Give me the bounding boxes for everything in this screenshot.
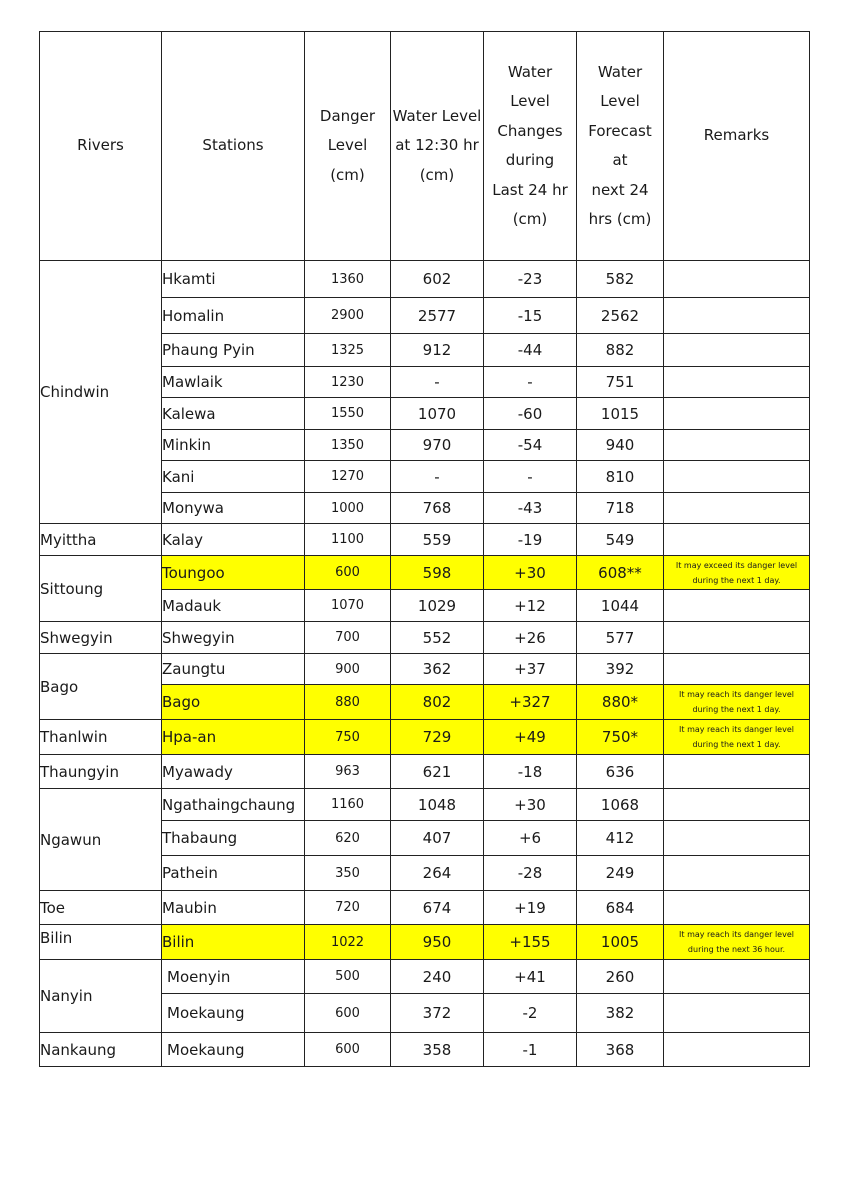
forecast: 249 <box>577 856 664 891</box>
level-change: +327 <box>484 685 577 720</box>
level-change: +49 <box>484 720 577 755</box>
water-level: 621 <box>391 755 484 789</box>
remark <box>664 821 810 856</box>
water-level: 950 <box>391 925 484 960</box>
remark-line: during the next 36 hour. <box>687 945 786 954</box>
water-level: 802 <box>391 685 484 720</box>
water-level: 559 <box>391 524 484 556</box>
level-change: -23 <box>484 261 577 298</box>
remark <box>664 298 810 334</box>
station-name: Mawlaik <box>162 367 305 398</box>
table-row <box>40 524 810 556</box>
table-row-highlighted <box>40 925 810 960</box>
danger-level: 1022 <box>305 925 391 960</box>
level-change: +19 <box>484 891 577 925</box>
danger-level: 700 <box>305 622 391 654</box>
forecast: 718 <box>577 493 664 524</box>
danger-level: 750 <box>305 720 391 755</box>
remark <box>664 891 810 925</box>
danger-level: 1000 <box>305 493 391 524</box>
river-chindwin: Chindwin <box>40 261 162 524</box>
river-thanlwin: Thanlwin <box>40 720 162 755</box>
forecast: 750* <box>577 720 664 755</box>
station-name: Phaung Pyin <box>162 334 305 367</box>
water-level: 552 <box>391 622 484 654</box>
danger-level: 900 <box>305 654 391 685</box>
level-change: +26 <box>484 622 577 654</box>
water-level: 674 <box>391 891 484 925</box>
remark-line: It may reach its danger level <box>679 725 794 734</box>
station-name: Minkin <box>162 430 305 461</box>
station-name: Toungoo <box>162 556 305 590</box>
water-level: 970 <box>391 430 484 461</box>
station-name: Kalewa <box>162 398 305 430</box>
remark-line: during the next 1 day. <box>692 705 781 714</box>
forecast: 880* <box>577 685 664 720</box>
danger-level: 1325 <box>305 334 391 367</box>
remark-line: during the next 1 day. <box>692 575 781 585</box>
remark <box>664 430 810 461</box>
level-change: -19 <box>484 524 577 556</box>
level-change: +155 <box>484 925 577 960</box>
forecast: 1068 <box>577 789 664 821</box>
danger-level: 620 <box>305 821 391 856</box>
remark-line: It may reach its danger level <box>679 690 794 699</box>
forecast: 1005 <box>577 925 664 960</box>
level-change: -18 <box>484 755 577 789</box>
remark <box>664 556 810 590</box>
forecast: 2562 <box>577 298 664 334</box>
danger-level: 1350 <box>305 430 391 461</box>
remark <box>664 493 810 524</box>
level-change: -60 <box>484 398 577 430</box>
remark <box>664 654 810 685</box>
danger-level: 1160 <box>305 789 391 821</box>
station-name: Moekaung <box>162 1033 305 1067</box>
danger-level: 1550 <box>305 398 391 430</box>
remark <box>664 925 810 960</box>
station-name: Zaungtu <box>162 654 305 685</box>
water-level: 912 <box>391 334 484 367</box>
water-level: 2577 <box>391 298 484 334</box>
river-nankaung: Nankaung <box>40 1033 162 1067</box>
forecast: 1015 <box>577 398 664 430</box>
forecast: 608** <box>577 556 664 590</box>
station-name: Moenyin <box>162 960 305 994</box>
water-level: 1029 <box>391 590 484 622</box>
table-row <box>40 891 810 925</box>
table-row <box>40 261 810 298</box>
remark <box>664 789 810 821</box>
water-level: 264 <box>391 856 484 891</box>
water-level: 1048 <box>391 789 484 821</box>
station-name: Monywa <box>162 493 305 524</box>
table-row-highlighted <box>40 720 810 755</box>
level-change: +6 <box>484 821 577 856</box>
water-level: 372 <box>391 994 484 1033</box>
level-change: +30 <box>484 789 577 821</box>
station-name: Kani <box>162 461 305 493</box>
forecast: 412 <box>577 821 664 856</box>
river-sittoung: Sittoung <box>40 556 162 622</box>
remark-line: It may exceed its danger level <box>675 560 798 570</box>
remark-line: during the next 1 day. <box>692 740 781 749</box>
danger-level: 1100 <box>305 524 391 556</box>
station-name: Thabaung <box>162 821 305 856</box>
remark <box>664 622 810 654</box>
header-rivers: Rivers <box>40 32 162 261</box>
remark <box>664 398 810 430</box>
table-row-highlighted <box>40 556 810 590</box>
table-row <box>40 622 810 654</box>
remark <box>664 334 810 367</box>
forecast: 582 <box>577 261 664 298</box>
forecast: 751 <box>577 367 664 398</box>
table-row <box>40 654 810 685</box>
remark <box>664 590 810 622</box>
station-name: Pathein <box>162 856 305 891</box>
forecast: 810 <box>577 461 664 493</box>
remark <box>664 856 810 891</box>
forecast: 549 <box>577 524 664 556</box>
water-level: 602 <box>391 261 484 298</box>
danger-level: 880 <box>305 685 391 720</box>
forecast: 392 <box>577 654 664 685</box>
station-name: Bago <box>162 685 305 720</box>
header-row <box>40 32 810 261</box>
forecast: 636 <box>577 755 664 789</box>
remark <box>664 524 810 556</box>
level-change: -2 <box>484 994 577 1033</box>
level-change: - <box>484 367 577 398</box>
header-stations: Stations <box>162 32 305 261</box>
remark <box>664 755 810 789</box>
danger-level: 600 <box>305 556 391 590</box>
water-level: 407 <box>391 821 484 856</box>
water-level-table <box>39 31 810 1067</box>
water-level: - <box>391 461 484 493</box>
river-thaungyin: Thaungyin <box>40 755 162 789</box>
danger-level: 600 <box>305 1033 391 1067</box>
level-change: +37 <box>484 654 577 685</box>
water-level: - <box>391 367 484 398</box>
river-myittha: Myittha <box>40 524 162 556</box>
remark <box>664 461 810 493</box>
remark <box>664 367 810 398</box>
station-name: Ngathaingchaung <box>162 789 305 821</box>
water-level: 240 <box>391 960 484 994</box>
level-change: +30 <box>484 556 577 590</box>
station-name: Hkamti <box>162 261 305 298</box>
forecast: 684 <box>577 891 664 925</box>
water-level: 358 <box>391 1033 484 1067</box>
station-name: Moekaung <box>162 994 305 1033</box>
danger-level: 1270 <box>305 461 391 493</box>
level-change: -54 <box>484 430 577 461</box>
river-ngawun: Ngawun <box>40 789 162 891</box>
forecast: 882 <box>577 334 664 367</box>
danger-level: 1360 <box>305 261 391 298</box>
station-name: Homalin <box>162 298 305 334</box>
level-change: - <box>484 461 577 493</box>
level-change: +12 <box>484 590 577 622</box>
remark <box>664 261 810 298</box>
header-remarks: Remarks <box>664 32 810 261</box>
danger-level: 1070 <box>305 590 391 622</box>
level-change: -1 <box>484 1033 577 1067</box>
danger-level: 350 <box>305 856 391 891</box>
danger-level: 963 <box>305 755 391 789</box>
river-shwegyin: Shwegyin <box>40 622 162 654</box>
station-name: Kalay <box>162 524 305 556</box>
station-name: Bilin <box>162 925 305 960</box>
table-row <box>40 960 810 994</box>
forecast: 1044 <box>577 590 664 622</box>
river-nanyin: Nanyin <box>40 960 162 1033</box>
table-row <box>40 1033 810 1067</box>
water-level: 729 <box>391 720 484 755</box>
remark <box>664 685 810 720</box>
danger-level: 2900 <box>305 298 391 334</box>
danger-level: 1230 <box>305 367 391 398</box>
header-water-level: Water Level at 12:30 hr (cm) <box>391 32 484 261</box>
station-name: Maubin <box>162 891 305 925</box>
danger-level: 600 <box>305 994 391 1033</box>
water-level: 362 <box>391 654 484 685</box>
station-name: Myawady <box>162 755 305 789</box>
table-row <box>40 789 810 821</box>
header-danger-level: Danger Level (cm) <box>305 32 391 261</box>
river-toe: Toe <box>40 891 162 925</box>
remark-line: It may reach its danger level <box>679 930 794 939</box>
remark <box>664 994 810 1033</box>
forecast: 577 <box>577 622 664 654</box>
table-row <box>40 755 810 789</box>
level-change: -43 <box>484 493 577 524</box>
remark <box>664 960 810 994</box>
forecast: 260 <box>577 960 664 994</box>
forecast: 940 <box>577 430 664 461</box>
river-bago: Bago <box>40 654 162 720</box>
water-level: 598 <box>391 556 484 590</box>
forecast: 368 <box>577 1033 664 1067</box>
water-level: 1070 <box>391 398 484 430</box>
danger-level: 500 <box>305 960 391 994</box>
header-forecast: Water Level Forecast at next 24 hrs (cm) <box>577 32 664 261</box>
station-name: Hpa-an <box>162 720 305 755</box>
forecast: 382 <box>577 994 664 1033</box>
remark <box>664 720 810 755</box>
remark <box>664 1033 810 1067</box>
level-change: -28 <box>484 856 577 891</box>
water-level: 768 <box>391 493 484 524</box>
danger-level: 720 <box>305 891 391 925</box>
station-name: Madauk <box>162 590 305 622</box>
level-change: -15 <box>484 298 577 334</box>
header-level-changes: Water Level Changes during Last 24 hr (cm) <box>484 32 577 261</box>
level-change: -44 <box>484 334 577 367</box>
river-bilin: Bilin <box>40 925 162 960</box>
level-change: +41 <box>484 960 577 994</box>
station-name: Shwegyin <box>162 622 305 654</box>
